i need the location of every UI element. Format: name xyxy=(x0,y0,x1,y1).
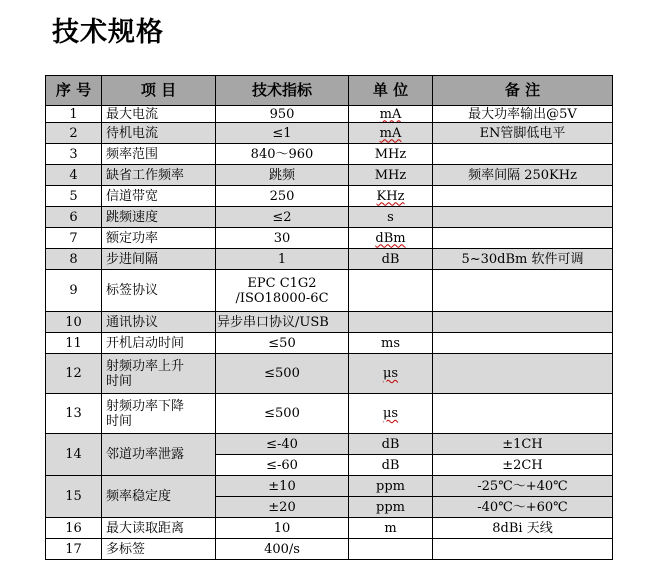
table-row xyxy=(46,165,613,186)
row-spec xyxy=(216,270,349,312)
row-item: 缺省工作频率 xyxy=(102,165,216,186)
header-spec: 技术指标 xyxy=(216,76,349,106)
row-spec: ≤500 xyxy=(216,354,349,394)
row-note: 频率间隔 250KHz xyxy=(433,165,613,186)
table-row xyxy=(46,312,613,333)
row-spec: ≤500 xyxy=(216,394,349,434)
row-spec: 10 xyxy=(216,518,349,539)
row-note xyxy=(433,270,613,312)
row-item: 跳频速度 xyxy=(102,207,216,228)
row-spec: ±10 xyxy=(216,476,349,497)
row-item: 邻道功率泄露 xyxy=(102,434,216,476)
row-no: 12 xyxy=(46,354,102,394)
header-item: 项 目 xyxy=(102,76,216,106)
row-unit xyxy=(349,270,433,312)
row-note xyxy=(433,539,613,560)
item-line: 时间 xyxy=(106,413,133,429)
row-spec: ≤-40 xyxy=(216,434,349,455)
table-row xyxy=(46,333,613,354)
row-spec: 30 xyxy=(216,228,349,249)
row-spec: 950 xyxy=(216,106,349,123)
row-item: 通讯协议 xyxy=(102,312,216,333)
item-line: 射频功率下降 xyxy=(106,398,185,414)
row-note: -25℃～+40℃ xyxy=(433,476,613,497)
row-no: 15 xyxy=(46,476,102,518)
table-row xyxy=(46,434,613,455)
row-no: 6 xyxy=(46,207,102,228)
row-spec: ≤50 xyxy=(216,333,349,354)
row-no: 13 xyxy=(46,394,102,434)
row-note: 5~30dBm 软件可调 xyxy=(433,249,613,270)
row-note xyxy=(433,144,613,165)
row-unit: ppm xyxy=(349,497,433,518)
table-row xyxy=(46,144,613,165)
row-note xyxy=(433,312,613,333)
row-item: 最大读取距离 xyxy=(102,518,216,539)
row-unit: dB xyxy=(349,249,433,270)
row-item: 待机电流 xyxy=(102,123,216,144)
unit-text: μs xyxy=(382,366,399,381)
row-spec: 840～960 xyxy=(216,144,349,165)
row-no: 4 xyxy=(46,165,102,186)
row-unit: MHz xyxy=(349,144,433,165)
row-unit: ms xyxy=(349,333,433,354)
row-item: 额定功率 xyxy=(102,228,216,249)
document-title: 技术规格 xyxy=(52,17,164,48)
unit-text: dBm xyxy=(375,230,406,246)
spec-line: /ISO18000-6C xyxy=(235,290,329,306)
table-row xyxy=(46,207,613,228)
row-no: 10 xyxy=(46,312,102,333)
row-spec: 跳频 xyxy=(216,165,349,186)
row-unit: dB xyxy=(349,455,433,476)
row-no: 3 xyxy=(46,144,102,165)
row-note: 8dBi 天线 xyxy=(433,518,613,539)
row-note xyxy=(433,354,613,394)
row-note: 最大功率输出@5V xyxy=(433,106,613,123)
table-row xyxy=(46,354,613,394)
row-item: 频率范围 xyxy=(102,144,216,165)
row-note: EN管脚低电平 xyxy=(433,123,613,144)
row-unit xyxy=(349,539,433,560)
row-unit: s xyxy=(349,207,433,228)
row-note xyxy=(433,207,613,228)
table-row xyxy=(46,394,613,434)
row-unit xyxy=(349,394,433,434)
table-row xyxy=(46,106,613,123)
row-item: 开机启动时间 xyxy=(102,333,216,354)
row-spec: 250 xyxy=(216,186,349,207)
table-row xyxy=(46,518,613,539)
row-item: 最大电流 xyxy=(102,106,216,123)
table-row xyxy=(46,539,613,560)
table-row xyxy=(46,249,613,270)
row-item: 多标签 xyxy=(102,539,216,560)
table-row xyxy=(46,228,613,249)
row-spec: ≤2 xyxy=(216,207,349,228)
row-unit: MHz xyxy=(349,165,433,186)
spec-table xyxy=(45,75,613,560)
row-spec: ±20 xyxy=(216,497,349,518)
row-item xyxy=(102,354,216,394)
item-line: 射频功率上升 xyxy=(106,358,185,374)
table-row xyxy=(46,476,613,497)
row-note: -40℃～+60℃ xyxy=(433,497,613,518)
row-note: ±1CH xyxy=(433,434,613,455)
item-line: 时间 xyxy=(106,373,133,389)
row-note: ±2CH xyxy=(433,455,613,476)
row-item: 信道带宽 xyxy=(102,186,216,207)
row-no: 11 xyxy=(46,333,102,354)
row-spec: 1 xyxy=(216,249,349,270)
unit-text: mA xyxy=(379,125,402,141)
row-spec: 异步串口协议/USB xyxy=(216,312,349,333)
row-note xyxy=(433,228,613,249)
row-item: 标签协议 xyxy=(102,270,216,312)
row-no: 2 xyxy=(46,123,102,144)
row-note xyxy=(433,333,613,354)
row-unit xyxy=(349,186,433,207)
header-row xyxy=(46,76,613,106)
row-unit: m xyxy=(349,518,433,539)
row-no: 8 xyxy=(46,249,102,270)
row-unit xyxy=(349,106,433,123)
row-note xyxy=(433,394,613,434)
row-note xyxy=(433,186,613,207)
row-unit xyxy=(349,228,433,249)
row-no: 14 xyxy=(46,434,102,476)
row-unit: dB xyxy=(349,434,433,455)
row-no: 16 xyxy=(46,518,102,539)
row-spec: ≤-60 xyxy=(216,455,349,476)
row-no: 5 xyxy=(46,186,102,207)
header-note: 备 注 xyxy=(433,76,613,106)
row-no: 7 xyxy=(46,228,102,249)
header-no: 序 号 xyxy=(46,76,102,106)
header-unit: 单 位 xyxy=(349,76,433,106)
table-row xyxy=(46,123,613,144)
row-unit xyxy=(349,354,433,394)
row-item: 步进间隔 xyxy=(102,249,216,270)
row-item xyxy=(102,394,216,434)
spec-line: EPC C1G2 xyxy=(247,275,317,291)
row-no: 1 xyxy=(46,106,102,123)
row-unit xyxy=(349,123,433,144)
table-row xyxy=(46,270,613,312)
row-spec: 400/s xyxy=(216,539,349,560)
unit-text: KHz xyxy=(376,188,405,204)
row-unit: ppm xyxy=(349,476,433,497)
unit-text: μs xyxy=(382,406,399,421)
row-spec: ≤1 xyxy=(216,123,349,144)
unit-text: mA xyxy=(379,106,402,122)
row-unit xyxy=(349,312,433,333)
row-item: 频率稳定度 xyxy=(102,476,216,518)
row-no: 17 xyxy=(46,539,102,560)
table-row xyxy=(46,186,613,207)
row-no: 9 xyxy=(46,270,102,312)
